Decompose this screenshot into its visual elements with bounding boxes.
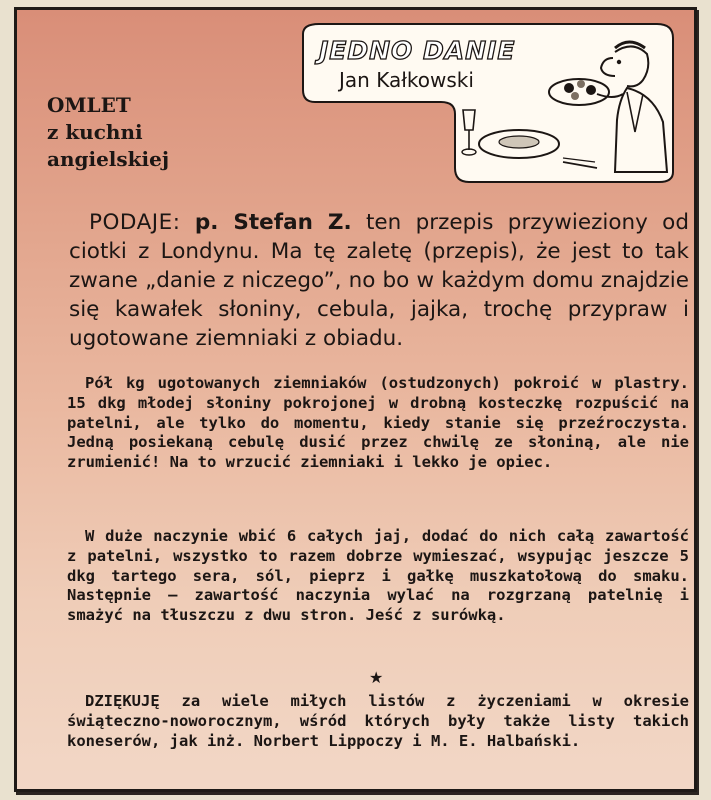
recipe-title-line-1: OMLET: [47, 93, 131, 117]
intro-text: ten przepis przywieziony od ciotki z Londynu. Ma tę zaletę (przepis), że jest to tak zwane „danie z niczego”, no bo w każdym domu znajdzie się kawałek słoniny, cebula, jajka, trochę przypraw i ugotowane ziemniaki z obiadu.: [69, 210, 689, 351]
column-title: JEDNO DANIE: [319, 36, 516, 65]
column-header: [297, 22, 687, 184]
recipe-paragraph-1: Pół kg ugotowanych ziemniaków (ostudzonych) pokroić w plastry. 15 dkg młodej słoniny pokrojonej w drobną kosteczkę rozpuścić na patelni, ale tylko do momentu, kiedy stanie się przeźroczysta. Jedną posiekaną cebulę dusić przez chwilę ze słoniną, ale nie zrumienić! Na to wrzucić ziemniaki i lekko je opiec.: [67, 374, 689, 472]
column-author: Jan Kałkowski: [339, 68, 474, 92]
star-divider: ★: [369, 668, 384, 687]
intro-lead: PODAJE:: [89, 210, 181, 235]
article-frame: [14, 7, 697, 792]
recipe-title-line-3: angielskiej: [47, 147, 170, 171]
intro-paragraph: [69, 208, 689, 353]
recipe-title-line-2: z kuchni: [47, 120, 143, 144]
thanks-paragraph: DZIĘKUJĘ za wiele miłych listów z życzeniami w okresie świąteczno-noworocznym, wśród których były także listy takich koneserów, jak inż. Norbert Lippoczy i M. E. Halbański.: [67, 692, 689, 750]
intro-sender: p. Stefan Z.: [194, 210, 352, 235]
recipe-title: [47, 92, 217, 173]
recipe-paragraph-2: W duże naczynie wbić 6 całych jaj, dodać do nich całą zawartość z patelni, wszystko to razem dobrze wymieszać, wsypując jeszcze 5 dkg tartego sera, sól, pieprz i gałkę muszkatołową do smaku. Następnie — zawartość naczynia wylać na rozgrzaną patelnię i smażyć na tłuszczu z dwu stron. Jeść z surówką.: [67, 527, 689, 625]
